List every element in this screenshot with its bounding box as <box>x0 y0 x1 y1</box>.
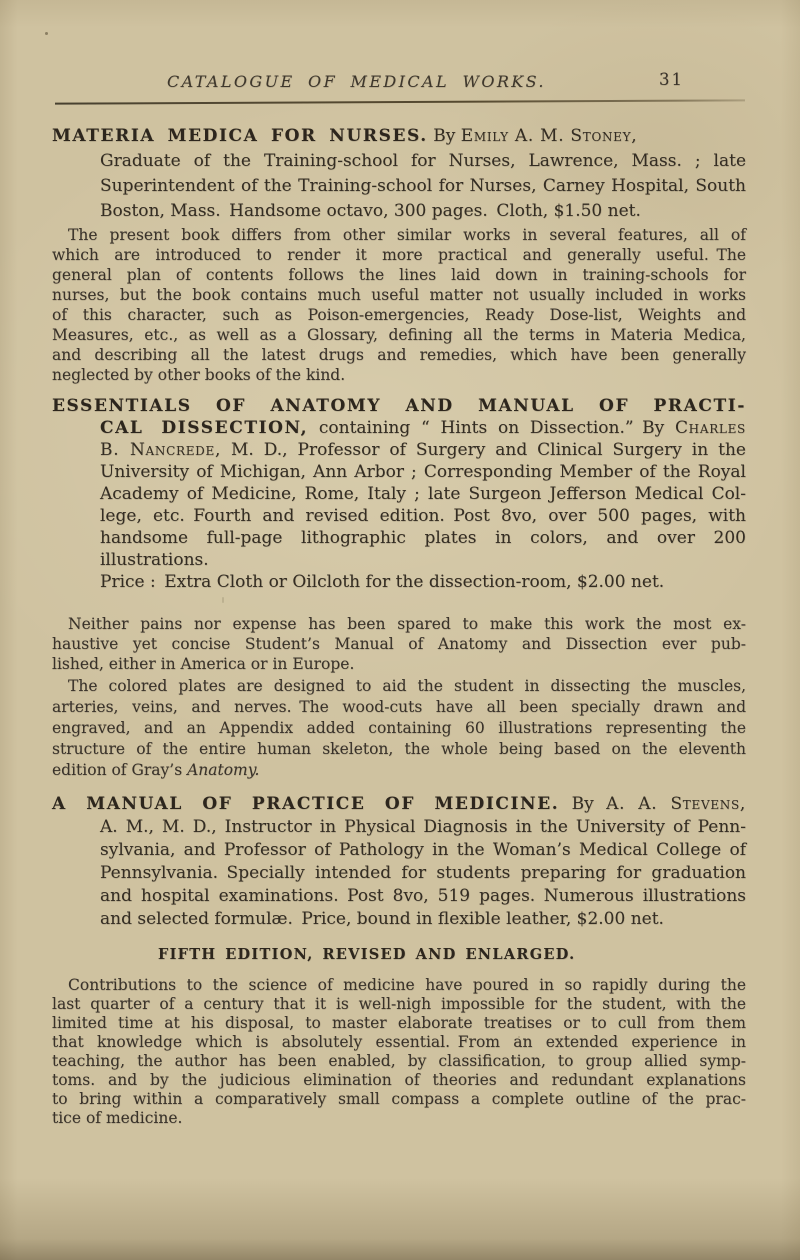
text-line: Neither pains nor expense has been spared to make this work the most ex- <box>68 615 746 633</box>
author-name-continued: B. Nancrede, <box>100 440 222 460</box>
entry-title-line <box>52 793 746 816</box>
text-line: tice of medicine. <box>52 1109 183 1127</box>
text-line: arteries, veins, and nerves. The wood-cuts have all been specially drawn and <box>52 698 746 716</box>
text-line: Measures, etc., as well as a Glossary, defining all the terms in Materia Medica, <box>52 326 746 344</box>
entry-essentials-anatomy <box>52 395 746 593</box>
book-title: MATERIA MEDICA FOR NURSES. <box>52 126 428 146</box>
text-line: Superintendent of the Training-school for Nurses, Carney Hospital, South <box>100 176 746 196</box>
text-line: and hospital examinations. Post 8vo, 519 pages. Numerous illustrations <box>100 886 746 906</box>
text-line: engraved, and an Appendix added containing 60 illustrations representing the <box>52 719 746 737</box>
author-credentials: M. D., Professor of Surgery and Clinical Surgery in the <box>221 440 746 460</box>
author-name: A. A. Stevens, <box>606 794 747 814</box>
price-line: Price : Extra Cloth or Oilcloth for the dissection-room, $2.00 net. <box>100 572 665 592</box>
note-anatomy-first <box>52 614 746 674</box>
text-line: and describing all the latest drugs and remedies, which have been generally <box>52 346 746 364</box>
entry-practice-medicine <box>52 793 746 931</box>
book-title: A MANUAL OF PRACTICE OF MEDICINE. <box>52 794 560 814</box>
text-line: that knowledge which is absolutely essential. From an extended experience in <box>52 1033 746 1051</box>
entry-title-line <box>52 124 746 149</box>
entry-title-line <box>52 395 746 417</box>
page-number: 31 <box>659 70 684 89</box>
text-column <box>52 120 746 1128</box>
text-line: limited time at his disposal, to master elaborate treatises or to cull from them <box>52 1014 746 1032</box>
author-name: Charles <box>674 418 746 438</box>
text-line <box>52 760 746 781</box>
text-line <box>52 439 746 461</box>
entry-title-line <box>52 417 746 439</box>
note-materia-medica <box>52 225 746 385</box>
text-line: to bring within a comparatively small compass a complete outline of the prac- <box>52 1090 746 1108</box>
text-line: Graduate of the Training-school for Nurses, Lawrence, Mass. ; late <box>100 151 746 171</box>
text-line: A. M., M. D., Instructor in Physical Diagnosis in the University of Penn- <box>100 817 746 837</box>
text-line: lished, either in America or in Europe. <box>52 655 355 673</box>
text-line: University of Michigan, Ann Arbor ; Corresponding Member of the Royal <box>100 462 746 482</box>
text-line: last quarter of a century that it is well-nigh impossible for the student, with the <box>52 995 746 1013</box>
text-line: teaching, the author has been enabled, by classification, to group allied symp- <box>52 1052 746 1070</box>
title-description: containing “ Hints on Dissection.” By <box>308 418 675 438</box>
text-line: neglected by other books of the kind. <box>52 366 346 384</box>
running-head-title: CATALOGUE OF MEDICAL WORKS. <box>167 72 546 91</box>
text-line: The present book differs from other similar works in several features, all of <box>68 226 746 244</box>
price-line: and selected formulæ. Price, bound in flexible leather, $2.00 net. <box>100 909 664 929</box>
text-line: general plan of contents follows the lines laid down in training-schools for <box>52 266 746 284</box>
book-title: ESSENTIALS OF ANATOMY AND MANUAL OF PRACTI- <box>52 396 746 416</box>
text-line: nurses, but the book contains much useful matter not usually included in works <box>52 286 746 304</box>
text-line: Pennsylvania. Specially intended for students preparing for graduation <box>100 863 746 883</box>
byline-prefix: By <box>559 794 607 814</box>
text-line: of this character, such as Poison-emergencies, Ready Dose-list, Weights and <box>52 306 746 324</box>
text-line: lege, etc. Fourth and revised edition. Post 8vo, over 500 pages, with <box>100 506 746 526</box>
text-line: toms. and by the judicious elimination of theories and redundant explanations <box>52 1071 746 1089</box>
note-practice-medicine <box>52 976 746 1128</box>
ink-speck <box>45 32 48 35</box>
cited-work-title: Anatomy. <box>187 761 260 779</box>
edition-heading: FIFTH EDITION, REVISED AND ENLARGED. <box>158 946 576 963</box>
text-line: Contributions to the science of medicine have poured in so rapidly during the <box>68 976 746 994</box>
text-line: Academy of Medicine, Rome, Italy ; late Surgeon Jefferson Medical Col- <box>100 484 746 504</box>
text-line: The colored plates are designed to aid the student in dissecting the muscles, <box>68 677 746 695</box>
text-line: handsome full-page lithographic plates in colors, and over 200 illustrations. <box>100 528 746 570</box>
note-anatomy-second <box>52 676 746 781</box>
entry-materia-medica <box>52 124 746 224</box>
text-line: structure of the entire human skeleton, the whole being based on the eleventh <box>52 740 746 758</box>
author-name: Emily A. M. Stoney, <box>460 126 638 146</box>
header-rule <box>55 99 745 104</box>
text-line: Boston, Mass. Handsome octavo, 300 pages. Cloth, $1.50 net. <box>100 201 641 221</box>
text-line: which are introduced to render it more practical and generally useful. The <box>52 246 746 264</box>
book-title-continued: CAL DISSECTION, <box>100 418 309 438</box>
byline-prefix: By <box>427 126 461 146</box>
text-fragment: edition of Gray’s <box>52 761 188 779</box>
text-line: sylvania, and Professor of Pathology in the Woman’s Medical College of <box>100 840 746 860</box>
text-line: haustive yet concise Student’s Manual of Anatomy and Dissection ever pub- <box>52 635 746 653</box>
